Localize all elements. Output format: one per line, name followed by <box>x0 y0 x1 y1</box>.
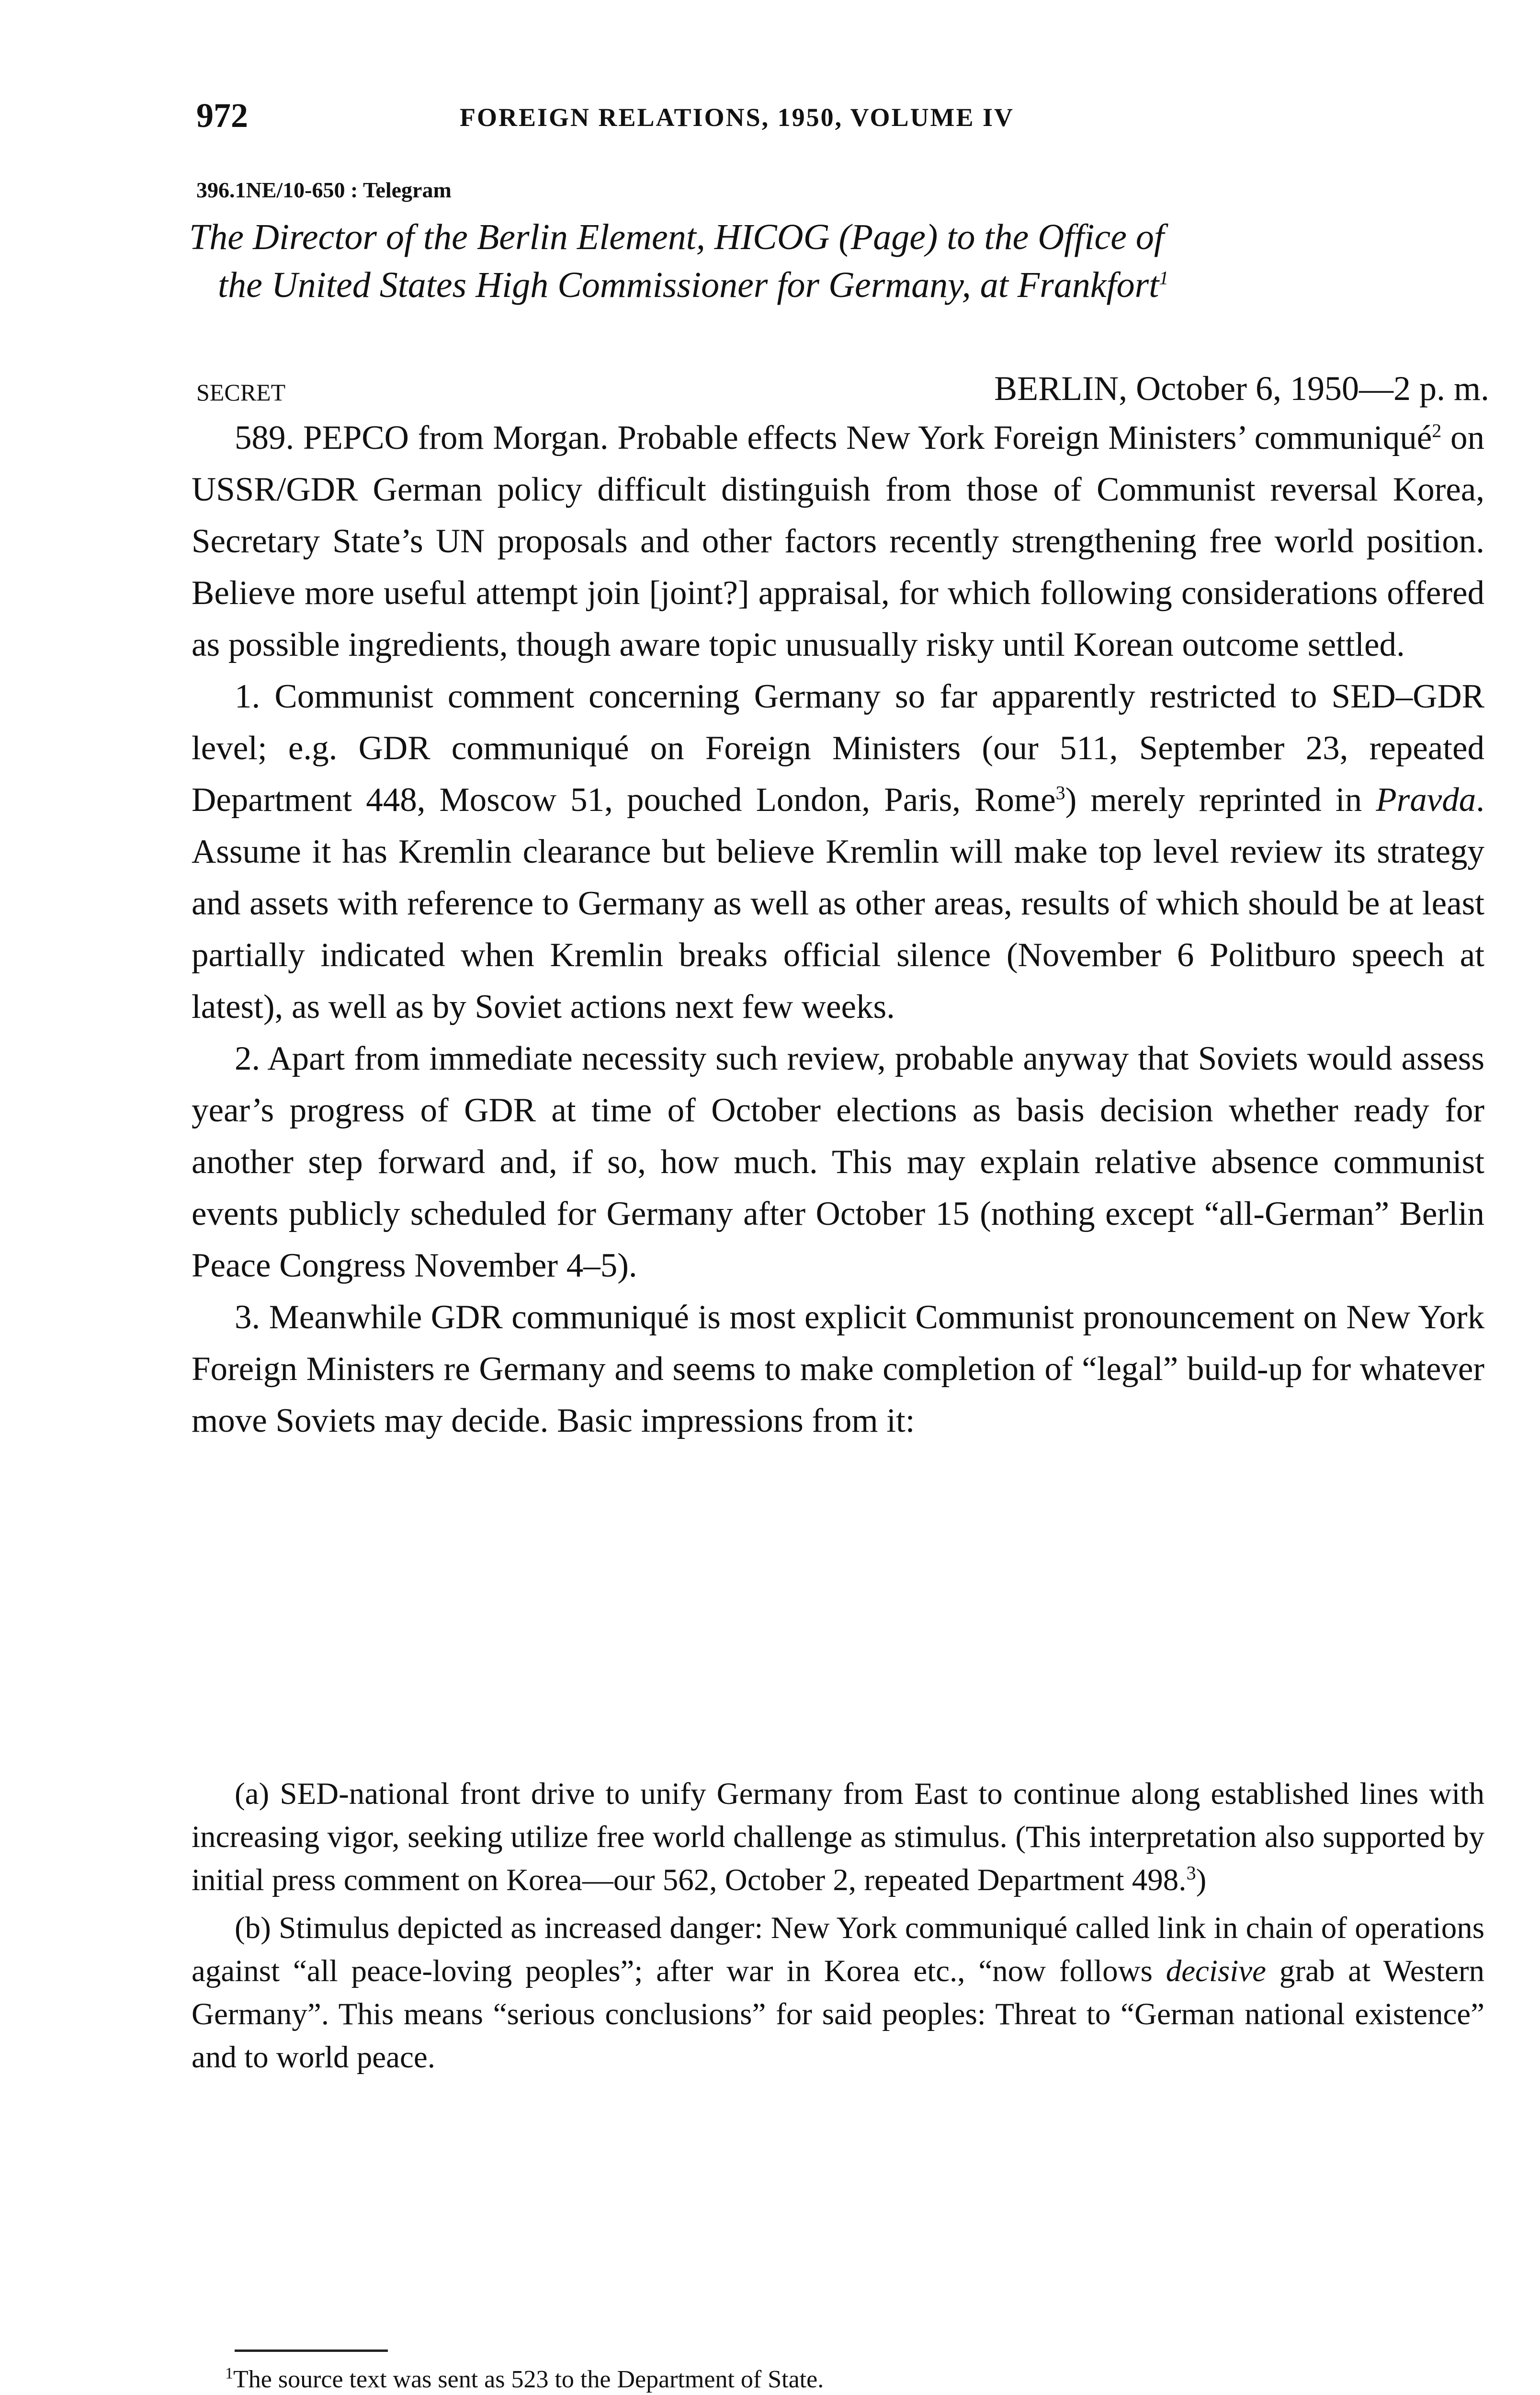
document-title <box>189 213 1482 309</box>
classification: SECRET <box>196 379 286 406</box>
footnote-1-mark: 1 <box>225 2364 233 2383</box>
item-a-end: ) <box>1196 1863 1207 1897</box>
place-date: BERLIN, October 6, 1950—2 p. m. <box>994 369 1489 408</box>
item-b <box>192 1906 1484 2079</box>
telegram-body <box>192 412 1484 1447</box>
paragraph-1 <box>192 671 1484 1033</box>
footnote-ref-2: 2 <box>1432 420 1442 442</box>
footnote-divider <box>235 2349 388 2352</box>
pravda-italic: Pravda <box>1376 781 1476 819</box>
item-b-text-cont: grab at Western Germany”. This means “serious conclusions” for said peoples: Threat to “German national existence” and to world peace. <box>192 1954 1484 2075</box>
paragraph-intro-text-cont: on USSR/GDR German policy difficult distinguish from those of Communist reversal Korea, Secretary State’s UN proposals and other factors recently strengthening free world position. Believe more useful attempt join [joint?] appraisal, for which following considerations offered as possible ingredients, though aware topic unusually risky until Korean outcome settled. <box>192 419 1485 663</box>
paragraph-1-text-end: . Assume it has Kremlin clearance but believe Kremlin will make top level review its strategy and assets with reference to Germany as well as other areas, results of which should be at least partially indicated when Kremlin breaks official silence (November 6 Politburo speech at latest), as well as by Soviet actions next few weeks. <box>192 781 1484 1026</box>
title-line-2-text: the United States High Commissioner for Germany, at Frankfort <box>218 265 1159 305</box>
footnote-ref-3: 3 <box>1055 782 1065 804</box>
item-b-label: (b) <box>235 1911 271 1945</box>
item-a-text: SED-national front drive to unify Germany from East to continue along established lines with increasing vigor, seeking utilize free world challenge as stimulus. (This interpretation also supported by initial press comment on Korea—our 562, October 2, repeated Department 498. <box>192 1777 1484 1897</box>
running-head-title: FOREIGN RELATIONS, 1950, VOLUME IV <box>460 103 1015 132</box>
footnote-1-text: The source text was sent as 523 to the Department of State. <box>233 2366 824 2393</box>
page-number: 972 <box>196 96 248 135</box>
paragraph-intro-text: 589. PEPCO from Morgan. Probable effects New York Foreign Ministers’ communiqué <box>235 419 1432 456</box>
title-footnote-ref: 1 <box>1159 267 1169 289</box>
item-a-footnote-ref: 3 <box>1186 1862 1196 1884</box>
item-b-text: Stimulus depicted as increased danger: New York communiqué called link in chain of operations against “all peace-loving peoples”; after war in Korea etc., “now follows <box>192 1911 1484 1988</box>
dateline <box>196 369 1489 412</box>
running-head <box>196 96 1331 139</box>
footnote-1 <box>192 2364 1484 2395</box>
file-reference: 396.1NE/10-650 : Telegram <box>196 178 452 202</box>
paragraph-1-text: 1. Communist comment concerning Germany so far apparently restricted to SED–GDR level; e.g. GDR communiqué on Foreign Ministers (our 511, September 23, repeated Department 448, Moscow 51, pouched London, Paris, Rome <box>192 678 1484 819</box>
sub-items <box>192 1772 1484 2079</box>
item-a-label: (a) <box>235 1777 270 1811</box>
item-b-italic: decisive <box>1166 1954 1267 1988</box>
paragraph-1-text-cont: ) merely reprinted in <box>1065 781 1376 819</box>
paragraph-3: 3. Meanwhile GDR communiqué is most explicit Communist pronouncement on New York Foreign Ministers re Germany and seems to make completion of “legal” build-up for whatever move Soviets may decide. Basic impressions from it: <box>192 1299 1484 1439</box>
paragraph-2: 2. Apart from immediate necessity such review, probable anyway that Soviets would assess year’s progress of GDR at time of October elections as basis decision whether ready for another step forward and, if so, how much. This may explain relative absence communist events publicly scheduled for Germany after October 15 (nothing except “all-German” Berlin Peace Congress November 4–5). <box>192 1040 1484 1284</box>
title-line-1: The Director of the Berlin Element, HICOG (Page) to the Office of <box>189 217 1165 257</box>
footnotes <box>192 2364 1484 2395</box>
paragraph-intro <box>192 412 1484 671</box>
item-a <box>192 1772 1484 1902</box>
title-line-2 <box>189 261 1482 309</box>
